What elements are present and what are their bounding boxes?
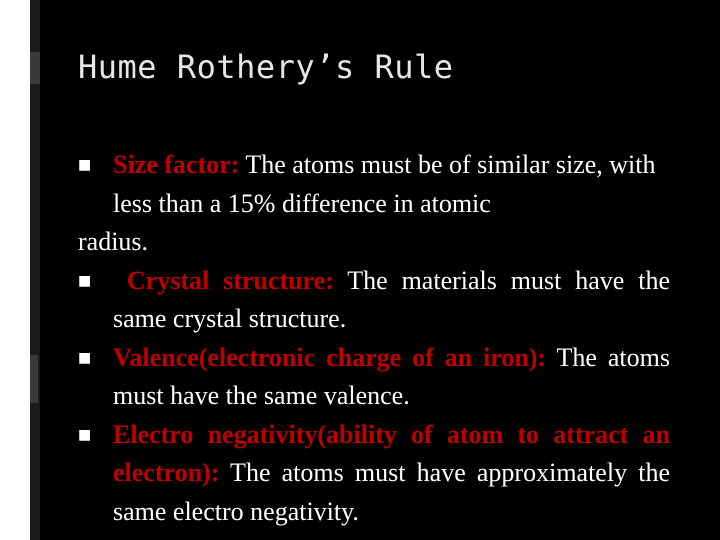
- term-electronegativity: Electro negativity(ability of atom to attract an electron):: [113, 419, 670, 487]
- term-size-factor: Size factor:: [113, 150, 240, 179]
- bullet-crystal-structure: [78, 262, 670, 339]
- term-crystal-structure: Crystal structure:: [126, 265, 334, 295]
- text-electronegativity: The atoms must have approximately the same electro negativity.: [113, 458, 670, 526]
- bullet-icon: ■: [78, 349, 92, 366]
- bullet-icon: ■: [78, 426, 92, 443]
- bullet-icon: ■: [78, 157, 92, 173]
- bullet-valence: [78, 339, 670, 416]
- text-valence: The atoms must have the same valence.: [113, 342, 670, 410]
- bullet-icon: ■: [78, 272, 92, 289]
- bullet-electronegativity: [78, 416, 670, 532]
- bullet-size-factor: [78, 146, 670, 223]
- slide: [30, 0, 720, 540]
- bullet-list: [78, 146, 670, 531]
- text-crystal-structure: The materials must have the same crystal structure.: [113, 265, 670, 333]
- accent-mark-bottom: [30, 355, 38, 403]
- text-size-factor: The atoms must be of similar size, with less than a 15% difference in atomic: [113, 150, 656, 218]
- term-valence: Valence(electronic charge of an iron):: [113, 342, 547, 372]
- slide-title: Hume Rothery’s Rule: [78, 48, 454, 86]
- bullet-size-factor-continuation: [78, 223, 670, 262]
- accent-mark-top: [30, 52, 40, 84]
- text-radius: radius.: [78, 227, 149, 256]
